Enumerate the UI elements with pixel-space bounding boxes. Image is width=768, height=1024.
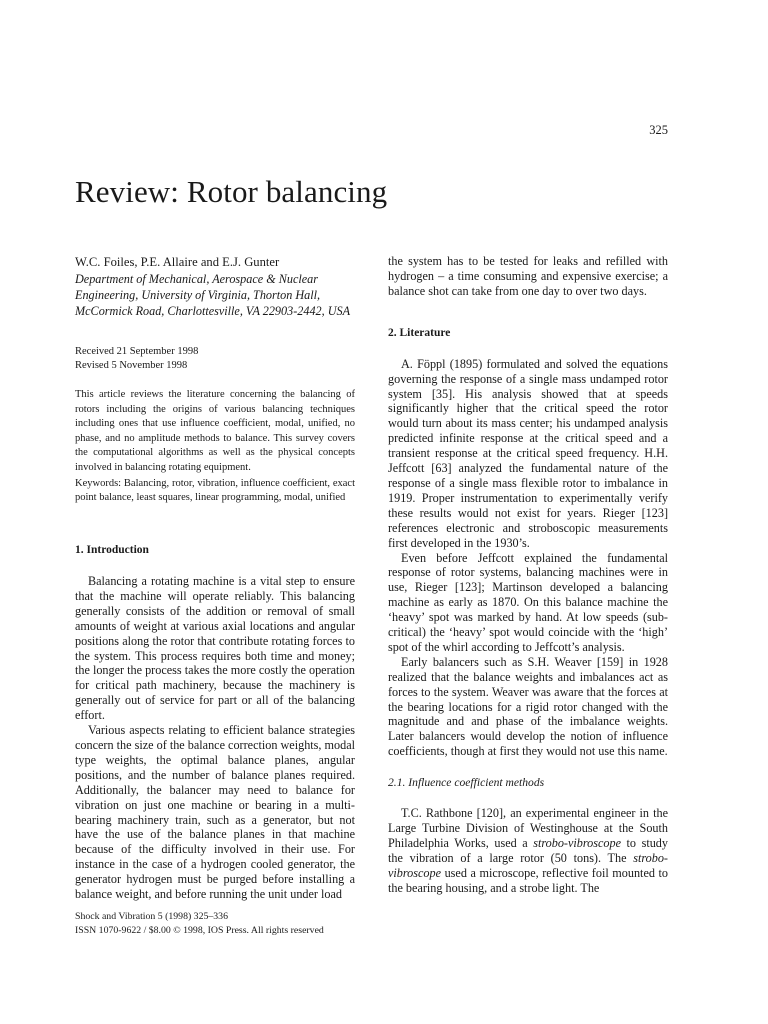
- article-title: Review: Rotor balancing: [75, 174, 388, 209]
- strobo-vibroscope-term-2: strobo-vibroscope: [388, 850, 668, 880]
- literature-paragraph-2: Even before Jeffcott explained the fundamental response of rotor systems, balancing machines were in use, Rieger [123]; Martinson developed a balancing machine as early as 1870. On this balance machine the ‘heavy’ spot was marked by hand. At low speeds (sub-critical) the ‘heavy’ spot would coincide with the ‘high’ spot of the whirl according to Jeffcott’s analysis.: [388, 550, 668, 654]
- influence-text-b: to study the vibration of a large rotor (50 tons). The: [388, 836, 668, 865]
- affiliation: Department of Mechanical, Aerospace & Nuclear Engineering, University of Virginia, Thorton Hall, McCormick Road, Charlottesville, VA 22903-2442, USA: [75, 272, 351, 318]
- authors: W.C. Foiles, P.E. Allaire and E.J. Gunter: [75, 255, 280, 269]
- intro-paragraph-1: Balancing a rotating machine is a vital step to ensure that the machine will operate reliably. This balancing generally consists of the addition or removal of small amounts of weight at various axial locations and angular positions along the rotor that contribute rotating forces to the system. This process requires both time and money; the longer the process takes the more costly the operation for critical path machinery, because the machinery is generally out of service for part or all of the balancing effort.: [75, 574, 355, 723]
- received-dates: [75, 345, 355, 374]
- literature-paragraph-3: Early balancers such as S.H. Weaver [159] in 1928 realized that the balance weights and imbalances act as forces to the system. Weaver was aware that the forces at the bearing locations for a rigid rotor changed with the magnitude and and phase of the imbalance weights. Later balancers would develop the notion of influence coefficients, though at first they would not use this name.: [388, 654, 668, 759]
- introduction-section: [75, 543, 355, 902]
- left-column: [75, 254, 355, 335]
- section-heading-introduction: 1. Introduction: [75, 544, 149, 556]
- strobo-vibroscope-term-1: strobo-vibroscope: [533, 836, 621, 850]
- issn-copyright: ISSN 1070-9622 / $8.00 © 1998, IOS Press. All rights reserved: [75, 924, 324, 936]
- page-number: 325: [649, 123, 668, 137]
- influence-paragraph-1: [388, 806, 668, 895]
- intro-paragraph-2: Various aspects relating to efficient balance strategies concern the size of the balance correction weights, modal type weights, the optimal balance planes, angular positions, and the number of balance planes required. Additionally, the balancer may need to balance for vibration on just one machine or bearing in a multi-bearing machinery train, such as a generator, but not have the use of the balance planes in that machine because of the difficulty involved in their use. For instance in the case of a hydrogen cooled generator, the generator hydrogen must be purged before installing a balance weight, and before running the unit under load: [75, 723, 355, 902]
- literature-paragraph-1: A. Föppl (1895) formulated and solved the equations governing the response of a single mass undamped rotor system [35]. His analysis showed that at speeds significantly higher that the critical speed the rotor would turn about its mass center; his undamped analysis predicted infinite response at the critical speed and a transient response at the critical speed frequency. H.H. Jeffcott [63] analyzed the fundamental nature of the response of a single mass flexible rotor to imbalance in 1919. Proper instrumentation to experimentally verify these results would not exist for years. Rieger [123] references electronic and stroboscopic measurements first developed in the 1930’s.: [388, 356, 668, 550]
- abstract: [75, 388, 355, 506]
- revised-date: Revised 5 November 1998: [75, 360, 188, 372]
- continued-paragraph: the system has to be tested for leaks and refilled with hydrogen – a time consuming and expensive exercise; a balance shot can take from one day to over two days.: [388, 254, 668, 298]
- influence-text-c: used a microscope, reflective foil mounted to the bearing housing, and a strobe light. The: [388, 865, 668, 895]
- abstract-text: This article reviews the literature concerning the balancing of rotors including the origins of various balancing techniques including ones that use influence coefficient, modal, unified, no phase, and no amplitude methods to balance. This survey covers the computational algorithms as well as the physical concepts involved in balancing rotating equipment.: [75, 389, 355, 473]
- subsection-heading-influence-coefficient: 2.1. Influence coefficient methods: [388, 776, 545, 790]
- received-date: Received 21 September 1998: [75, 346, 199, 357]
- keywords: Keywords: Balancing, rotor, vibration, influence coefficient, exact point balance, least squares, linear programming, modal, unified: [75, 477, 355, 504]
- right-column: [388, 254, 668, 896]
- influence-text-a: T.C. Rathbone [120], an experimental engineer in the Large Turbine Division of Westinghouse at the South Philadelphia Works, used a: [388, 806, 668, 850]
- section-heading-literature: 2. Literature: [388, 326, 451, 339]
- footer: [75, 910, 395, 937]
- journal-citation: Shock and Vibration 5 (1998) 325–336: [75, 911, 228, 922]
